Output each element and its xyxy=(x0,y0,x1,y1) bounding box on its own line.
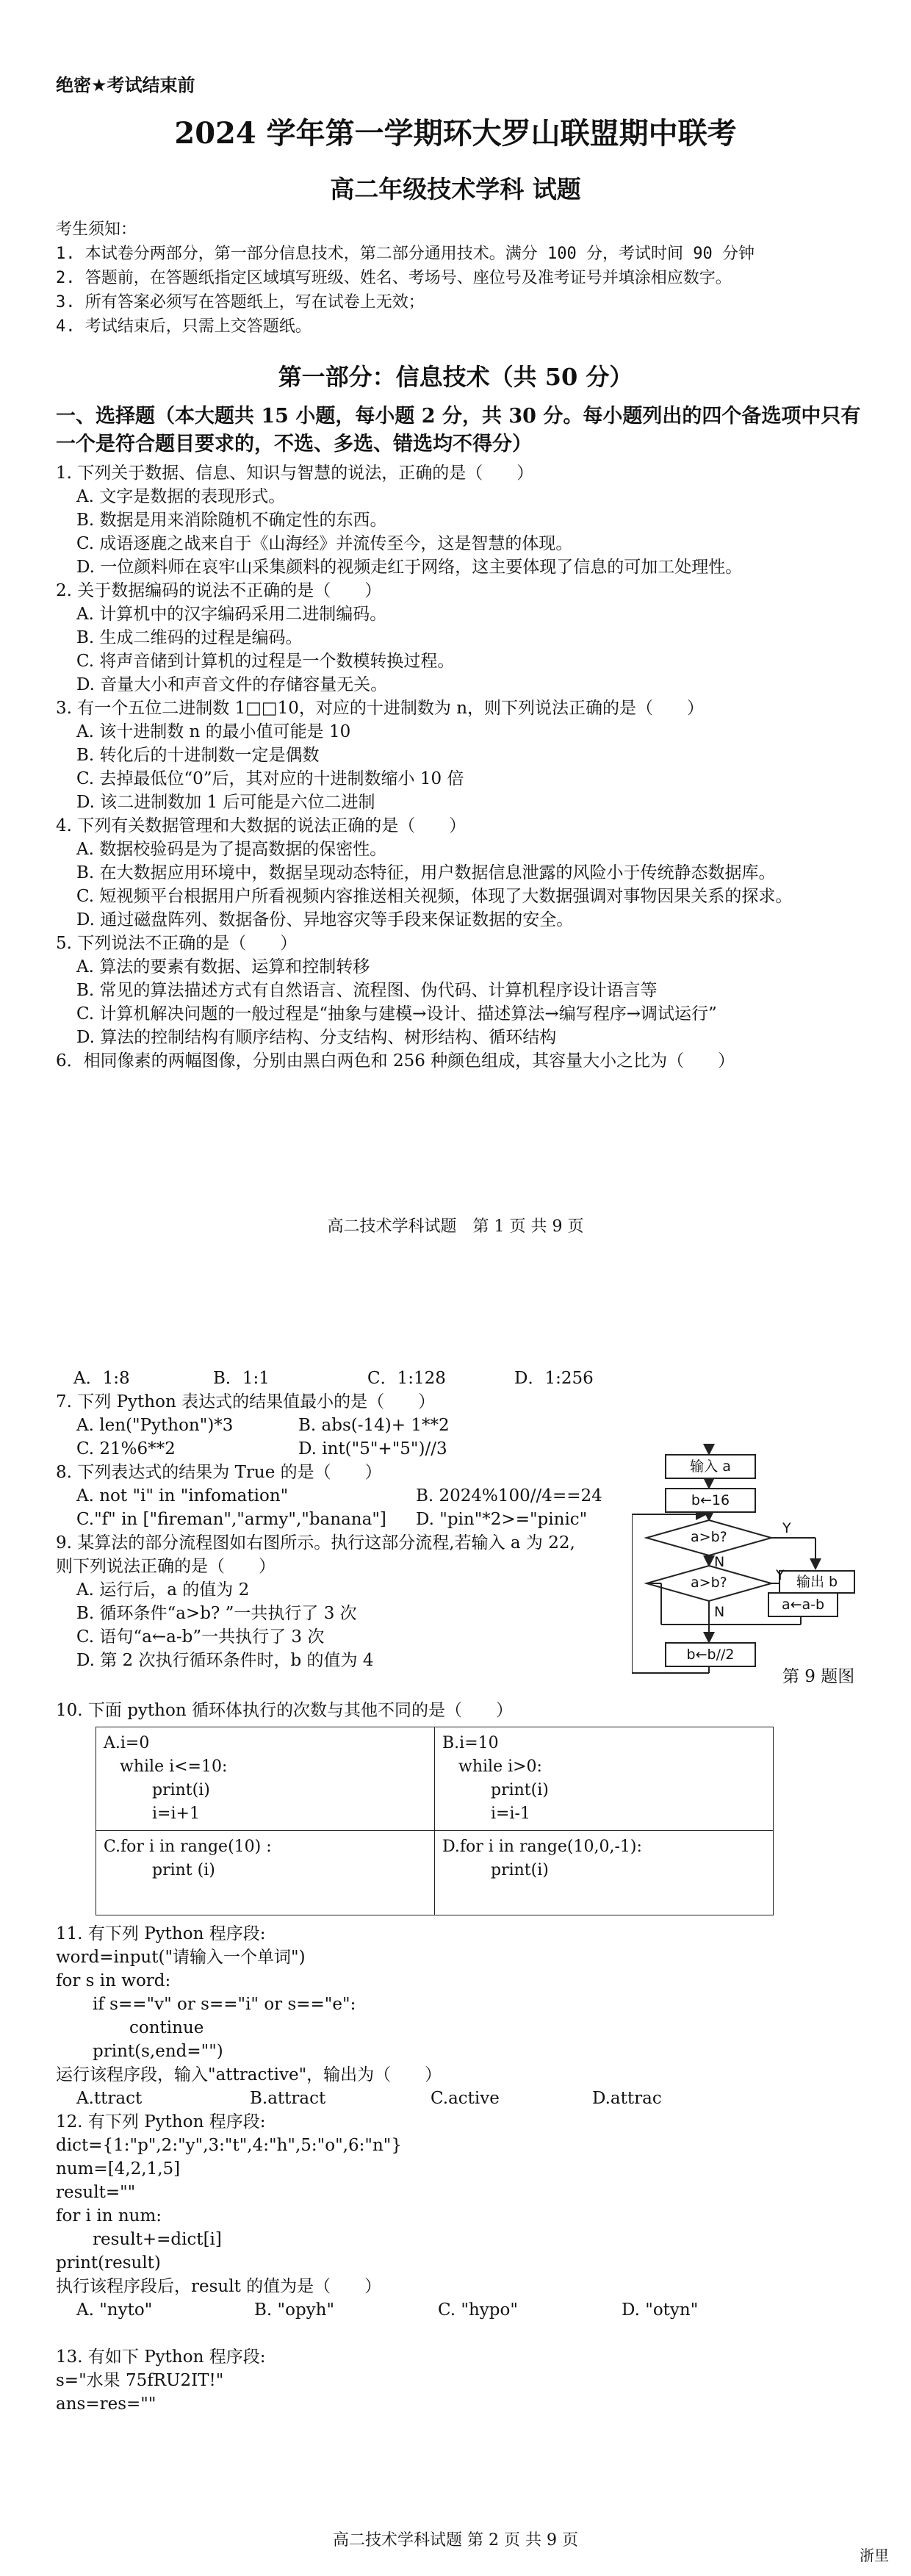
option: A. 文字是数据的表现形式。 xyxy=(76,487,286,506)
option: D. 一位颜料师在哀牢山采集颜料的视频走红于网络，这主要体现了信息的可加工处理性。 xyxy=(76,558,743,577)
option: B. 常见的算法描述方式有自然语言、流程图、伪代码、计算机程序设计语言等 xyxy=(76,981,658,1000)
question-stem: 13. 有如下 Python 程序段: xyxy=(56,2347,266,2367)
question-1 xyxy=(56,461,792,579)
question-stem: 10. 下面 python 循环体执行的次数与其他不同的是（ ） xyxy=(56,1701,513,1720)
code-line: print(result) xyxy=(56,2253,161,2273)
question-7 xyxy=(56,1390,570,1461)
question-stem: 9. 某算法的部分流程图如右图所示。执行这部分流程,若输入 a 为 22, xyxy=(56,1533,575,1553)
option: B. "opyh" xyxy=(254,2300,335,2320)
option: C.active xyxy=(431,2089,500,2108)
question-10-table xyxy=(96,1727,774,1915)
option: B. 数据是用来消除随机不确定性的东西。 xyxy=(76,511,387,530)
option: C. 短视频平台根据用户所看视频内容推送相关视频，体现了大数据强调对事物因果关系的探求。 xyxy=(76,887,793,906)
option: C. "hypo" xyxy=(438,2300,518,2320)
notes-item: 3. 所有答案必须写在答题纸上，写在试卷上无效； xyxy=(56,293,425,312)
question-10 xyxy=(56,1699,513,1722)
option: C. 去掉最低位“0”后，其对应的十进制数缩小 10 倍 xyxy=(76,769,464,788)
notes-heading: 考生须知： xyxy=(56,220,137,239)
option: C. 将声音储到计算机的过程是一个数模转换过程。 xyxy=(76,652,455,671)
option: A. "nyto" xyxy=(76,2300,153,2320)
option: B. 在大数据应用环境中，数据呈现动态特征，用户数据信息泄露的风险小于传统静态数据库。 xyxy=(76,863,776,882)
question-8 xyxy=(56,1461,658,1531)
confidential-label: 绝密★考试结束前 xyxy=(56,75,195,96)
corner-watermark: 浙里 xyxy=(860,2547,889,2564)
code-cell-d: D.for i in range(10,0,-1): print(i) xyxy=(435,1831,774,1915)
option: A. not "i" in "infomation" xyxy=(76,1486,289,1505)
flowchart-no2: N xyxy=(714,1604,725,1620)
code-line: num=[4,2,1,5] xyxy=(56,2159,181,2179)
page2-footer: 高二技术学科试题 第 2 页 共 9 页 xyxy=(333,2531,578,2550)
option: D. 第 2 次执行循环条件时，b 的值为 4 xyxy=(76,1651,374,1670)
code-cell-a: A.i=0 while i<=10: print(i) i=i+1 xyxy=(96,1727,435,1831)
code-line: if s=="v" or s=="i" or s=="e": xyxy=(93,1995,356,2014)
question-4 xyxy=(56,814,792,932)
option: D. 通过磁盘阵列、数据备份、异地容灾等手段来保证数据的安全。 xyxy=(76,910,574,929)
option: D. 音量大小和声音文件的存储容量无关。 xyxy=(76,675,388,694)
code-line: word=input("请输入一个单词") xyxy=(56,1948,306,1967)
flowchart-q9 xyxy=(632,1444,882,1679)
option: B. abs(-14)+ 1**2 xyxy=(298,1416,450,1435)
question-stem: 7. 下列 Python 表达式的结果值最小的是（ ） xyxy=(56,1392,436,1411)
flowchart-output: 输出 b xyxy=(779,1570,855,1594)
option: C. 21%6**2 xyxy=(76,1439,176,1458)
page1-footer: 高二技术学科试题 第 1 页 共 9 页 xyxy=(327,1217,584,1236)
flowchart-cond2: a>b? xyxy=(691,1575,727,1591)
option: B. 循环条件“a>b? ”一共执行了 3 次 xyxy=(76,1604,357,1623)
question-6-stem: 6．相同像素的两幅图像，分别由黑白两色和 256 种颜色组成，其容量大小之比为（ ） xyxy=(56,1051,735,1071)
option: A. 该十进制数 n 的最小值可能是 10 xyxy=(76,722,351,741)
option: B.attract xyxy=(250,2089,326,2108)
question-5 xyxy=(56,932,792,1049)
code-line: result+=dict[i] xyxy=(93,2230,222,2249)
flowchart-div: b←b//2 xyxy=(665,1642,756,1667)
question-stem: 8. 下列表达式的结果为 True 的是（ ） xyxy=(56,1463,382,1482)
question-stem: 4. 下列有关数据管理和大数据的说法正确的是（ ） xyxy=(56,816,467,835)
flowchart-init: b←16 xyxy=(665,1488,756,1513)
question-stem: 3. 有一个五位二进制数 1□□10，对应的十进制数为 n，则下列说法正确的是（ ） xyxy=(56,699,705,718)
notes-item: 4. 考试结束后，只需上交答题纸。 xyxy=(56,317,312,336)
question-3 xyxy=(56,697,792,814)
code-line: dict={1:"p",2:"y",3:"t",4:"h",5:"o",6:"n"} xyxy=(56,2136,402,2155)
question-stem: 2. 关于数据编码的说法不正确的是（ ） xyxy=(56,581,382,600)
code-line: for i in num: xyxy=(56,2206,162,2226)
part-title: 第一部分：信息技术（共 50 分） xyxy=(278,363,633,391)
exam-subtitle: 高二年级技术学科 试题 xyxy=(330,175,581,204)
flowchart-caption: 第 9 题图 xyxy=(782,1667,855,1686)
section-title: 一、选择题（本大题共 15 小题，每小题 2 分，共 30 分。每小题列出的四个备选项中只有一个是符合题目要求的，不选、多选、错选均不得分） xyxy=(56,405,861,456)
option: A. 运行后，a 的值为 2 xyxy=(76,1580,250,1600)
option: D. 该二进制数加 1 后可能是六位二进制 xyxy=(76,793,375,812)
page1-questions xyxy=(56,461,792,1073)
option: D. 算法的控制结构有顺序结构、分支结构、树形结构、循环结构 xyxy=(76,1028,557,1047)
option: D. "otyn" xyxy=(622,2300,699,2320)
option: A. len("Python")*3 xyxy=(76,1416,234,1435)
option: B. 2024%100//4==24 xyxy=(416,1486,602,1505)
option: C. 语句“a←a-b”一共执行了 3 次 xyxy=(76,1627,325,1647)
code-line: continue xyxy=(129,2018,204,2037)
option: C."f" in ["fireman","army","banana"] xyxy=(76,1510,386,1529)
option: D. int("5"+"5")//3 xyxy=(298,1439,447,1458)
code-cell-c: C.for i in range(10) : print (i) xyxy=(96,1831,435,1915)
option: C．1:128 xyxy=(367,1369,446,1388)
option: A. 计算机中的汉字编码采用二进制编码。 xyxy=(76,605,387,624)
code-line: for s in word: xyxy=(56,1971,171,1990)
option: D.attrac xyxy=(592,2089,662,2108)
option: A. 算法的要素有数据、运算和控制转移 xyxy=(76,957,370,976)
option: B．1:1 xyxy=(213,1369,270,1388)
flowchart-yes2: Y xyxy=(776,1567,785,1583)
option: A．1:8 xyxy=(73,1369,130,1388)
question-stem: 5. 下列说法不正确的是（ ） xyxy=(56,934,298,953)
notes-item: 2. 答题前，在答题纸指定区域填写班级、姓名、考场号、座位号及准考证号并填涂相应数字。 xyxy=(56,269,732,287)
question-ask: 运行该程序段，输入"attractive"，输出为（ ） xyxy=(56,2065,442,2084)
option: A.ttract xyxy=(76,2089,143,2108)
flowchart-cond1: a>b? xyxy=(691,1529,727,1545)
option: B. 转化后的十进制数一定是偶数 xyxy=(76,746,320,765)
option: B. 生成二维码的过程是编码。 xyxy=(76,628,303,647)
question-ask: 执行该程序段后，result 的值为是（ ） xyxy=(56,2277,382,2296)
exam-title: 2024 学年第一学期环大罗山联盟期中联考 xyxy=(174,116,737,151)
question-11 xyxy=(56,1922,717,2110)
code-line: result="" xyxy=(56,2183,136,2202)
flowchart-sub: a←a-b xyxy=(768,1592,838,1617)
option: D．1:256 xyxy=(514,1369,594,1388)
question-12 xyxy=(56,2110,791,2322)
code-cell-b: B.i=10 while i>0: print(i) i=i-1 xyxy=(435,1727,774,1831)
code-line: ans=res="" xyxy=(56,2395,156,2414)
option: C. 成语逐鹿之战来自于《山海经》并流传至今，这是智慧的体现。 xyxy=(76,534,573,553)
question-stem: 则下列说法正确的是（ ） xyxy=(56,1557,276,1576)
question-stem: 12. 有下列 Python 程序段: xyxy=(56,2112,266,2131)
question-9 xyxy=(56,1531,575,1672)
flowchart-yes1: Y xyxy=(782,1520,791,1536)
question-stem: 1. 下列关于数据、信息、知识与智慧的说法，正确的是（ ） xyxy=(56,464,534,483)
question-13 xyxy=(56,2345,265,2416)
question-stem: 11. 有下列 Python 程序段: xyxy=(56,1924,266,1943)
notes-item: 1. 本试卷分两部分，第一部分信息技术，第二部分通用技术。满分 100 分，考试时间 90 分钟 xyxy=(56,245,755,263)
flowchart-no1: N xyxy=(714,1554,725,1570)
flowchart-input: 输入 a xyxy=(665,1454,756,1479)
candidate-notes xyxy=(56,217,755,339)
option: C. 计算机解决问题的一般过程是“抽象与建模→设计、描述算法→编写程序→调试运行” xyxy=(76,1004,717,1023)
code-line: s="水果 75fRU2IT!" xyxy=(56,2371,224,2390)
question-2 xyxy=(56,579,792,697)
option: D. "pin"*2>="pinic" xyxy=(416,1510,588,1529)
option: A. 数据校验码是为了提高数据的保密性。 xyxy=(76,840,387,859)
code-line: print(s,end="") xyxy=(93,2042,223,2061)
